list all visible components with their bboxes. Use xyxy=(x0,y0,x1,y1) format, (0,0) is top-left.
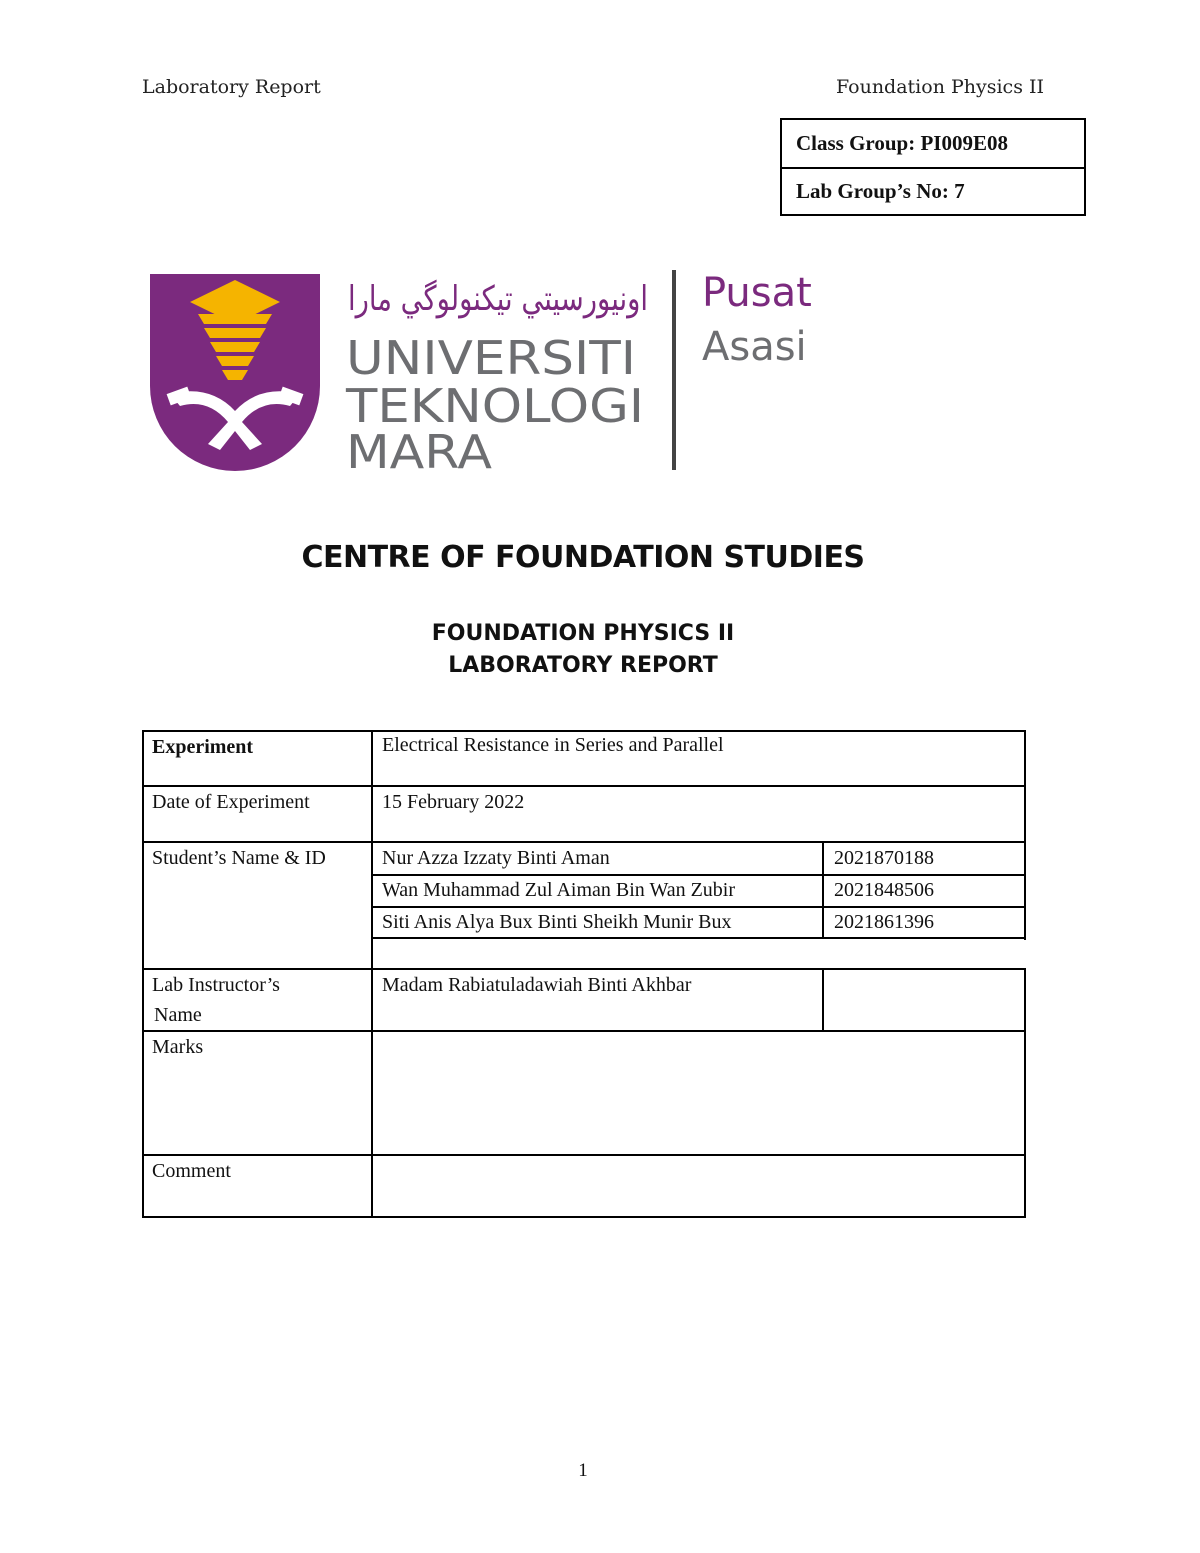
logo-arabic-text: اونيورسيتي تيكنولوگي مارا xyxy=(348,279,648,319)
student-id: 2021861396 xyxy=(834,911,934,933)
page-title: CENTRE OF FOUNDATION STUDIES xyxy=(301,540,865,575)
date-value: 15 February 2022 xyxy=(382,791,525,813)
logo-line-mara: MARA xyxy=(346,425,493,476)
logo-line-universiti: UNIVERSITI xyxy=(346,331,636,385)
experiment-label: Experiment xyxy=(152,736,254,758)
student-name: Nur Azza Izzaty Binti Aman xyxy=(382,847,610,869)
student-name: Wan Muhammad Zul Aiman Bin Wan Zubir xyxy=(382,879,736,901)
lab-group-number: Lab Group’s No: 7 xyxy=(782,167,1084,214)
logo-asasi: Asasi xyxy=(702,324,807,370)
page-number: 1 xyxy=(578,1460,588,1481)
student-id: 2021848506 xyxy=(834,879,934,901)
header-left: Laboratory Report xyxy=(142,76,321,98)
student-id: 2021870188 xyxy=(834,847,934,869)
comment-label: Comment xyxy=(152,1160,231,1182)
instructor-value: Madam Rabiatuladawiah Binti Akhbar xyxy=(382,974,692,996)
logo-line-teknologi: TEKNOLOGI xyxy=(344,379,644,433)
student-name: Siti Anis Alya Bux Binti Sheikh Munir Bux xyxy=(382,911,732,933)
report-title: LABORATORY REPORT xyxy=(448,653,718,678)
class-group-box xyxy=(780,118,1086,216)
logo-pusat: Pusat xyxy=(702,270,812,316)
instructor-label-line1: Lab Instructor’s xyxy=(152,974,280,996)
uitm-logo xyxy=(150,266,830,476)
uitm-crest-icon xyxy=(150,274,320,471)
class-group: Class Group: PI009E08 xyxy=(796,131,1008,155)
experiment-value: Electrical Resistance in Series and Parallel xyxy=(382,734,724,756)
marks-label: Marks xyxy=(152,1036,204,1058)
students-label: Student’s Name & ID xyxy=(152,847,326,869)
date-label: Date of Experiment xyxy=(152,791,310,813)
header-right: Foundation Physics II xyxy=(836,76,1044,98)
logo-divider xyxy=(672,270,676,470)
course-title: FOUNDATION PHYSICS II xyxy=(431,621,735,646)
instructor-label-line2: Name xyxy=(154,1004,202,1026)
